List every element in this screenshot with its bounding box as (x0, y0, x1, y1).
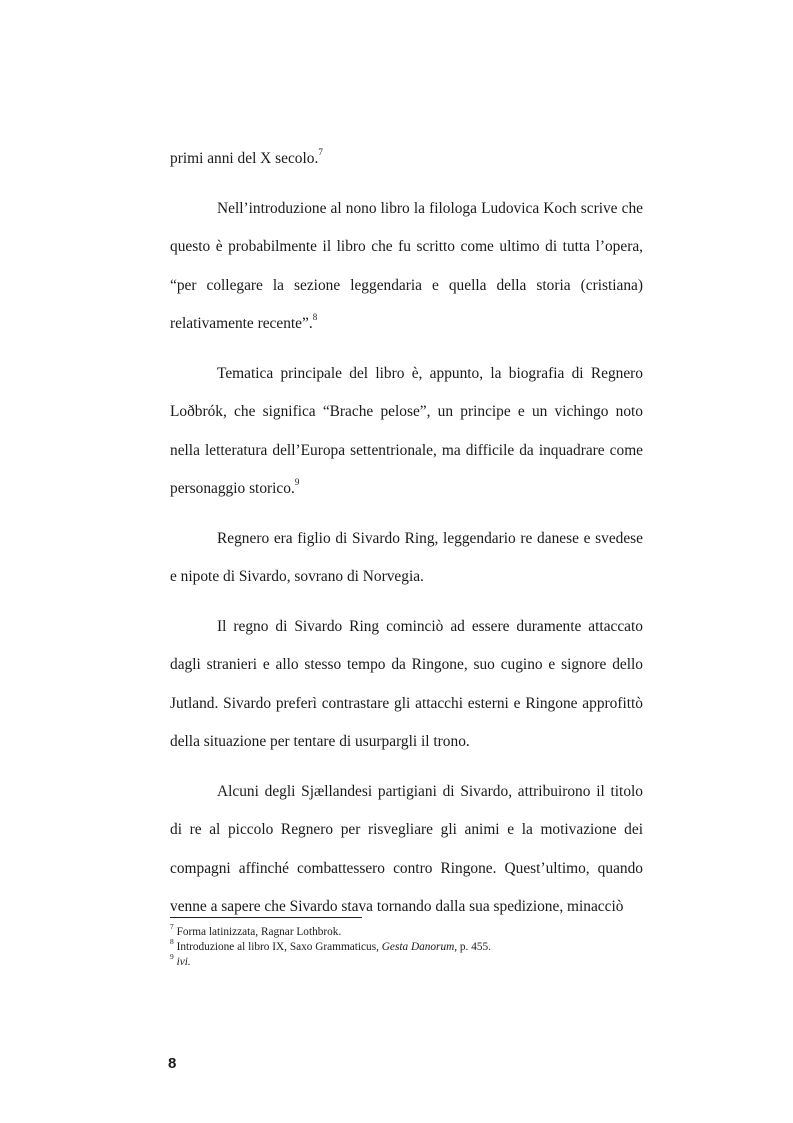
footnotes (170, 922, 643, 970)
footnote-8: $^8$ Introduzione al libro IX, Saxo Grammaticus, Gesta Danorum, p. 455. (170, 937, 491, 953)
footnote-9: $^9$ ivi. (170, 952, 191, 968)
footnote-ref-7: 7 (318, 146, 323, 157)
paragraph-6: Alcuni degli Sjællandesi partigiani di Sivardo, attribuirono il titolo di re al piccolo Regnero per risvegliare gli animi e la motivazione dei compagni affinché combattessero contro Ringone. Quest’ultimo, quando venne a sapere che Sivardo stava tornando dalla sua spedizione, minacciò (170, 782, 643, 915)
paragraph-3: Tematica principale del libro è, appunto, la biografia di Regnero Loðbrók, che significa “Brache pelose”, un principe e un vichingo noto nella letteratura dell’Europa settentrionale, ma difficile da inquadrare come personaggio storico.$^9$ (170, 364, 643, 497)
paragraph-4: Regnero era figlio di Sivardo Ring, leggendario re danese e svedese e nipote di Sivardo, sovrano di Norvegia. (170, 529, 643, 585)
paragraph-2: Nell’introduzione al nono libro la filologa Ludovica Koch scrive che questo è probabilmente il libro che fu scritto come ultimo di tutta l’opera, “per collegare la sezione leggendaria e quella della storia (cristiana) relativamente recente”.$^8$ (170, 199, 643, 332)
footnote-ref-8: 8 (312, 311, 318, 322)
footnote-ref-9: 9 (294, 476, 300, 487)
page-number: 8 (168, 1055, 177, 1072)
paragraph-1: primi anni del X secolo.$^7$ (170, 146, 323, 167)
footnote-number: 9 (170, 952, 174, 962)
footnote-number: 7 (170, 922, 174, 932)
body-text (170, 140, 643, 938)
paragraph-5: Il regno di Sivardo Ring cominciò ad essere duramente attaccato dagli stranieri e allo stesso tempo da Ringone, suo cugino e signore dello Jutland. Sivardo preferì contrastare gli attacchi esterni e Ringone approfittò della situazione per tentare di usurpargli il trono. (170, 617, 643, 750)
footnote-7: $^7$ Forma latinizzata, Ragnar Lothbrok. (170, 922, 342, 938)
footnote-separator (170, 917, 362, 918)
work-title: Gesta Danorum, (381, 941, 458, 953)
footnote-number: 8 (170, 937, 174, 947)
